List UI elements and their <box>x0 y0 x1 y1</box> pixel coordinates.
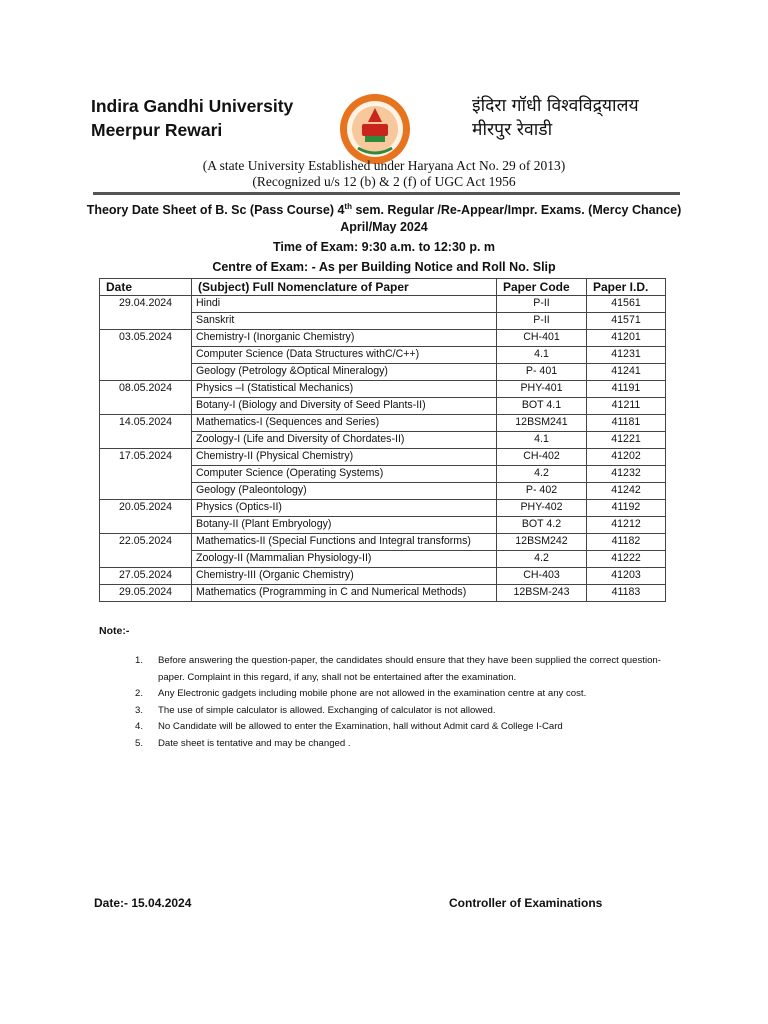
row-paper-code: P- 402 <box>497 483 587 500</box>
row-paper-code: 12BSM242 <box>497 534 587 551</box>
row-paper-code: 4.2 <box>497 551 587 568</box>
row-date <box>100 466 192 483</box>
header-paper-code: Paper Code <box>497 279 587 296</box>
notes-label: Note:- <box>99 625 130 637</box>
row-date: 29.04.2024 <box>100 296 192 313</box>
note-number: 4. <box>135 721 144 732</box>
row-paper-id: 41241 <box>587 364 666 381</box>
table-row <box>100 415 666 432</box>
header-divider <box>93 192 680 195</box>
table-row <box>100 432 666 449</box>
university-name-hindi-line1: इंदिरा गॉधी विश्वविद्र्यालय <box>472 96 639 116</box>
note-text: The use of simple calculator is allowed. Exchanging of calculator is not allowed. <box>158 704 496 716</box>
row-subject: Sanskrit <box>192 313 497 330</box>
row-subject: Computer Science (Operating Systems) <box>192 466 497 483</box>
issue-date: Date:- 15.04.2024 <box>94 896 192 910</box>
row-paper-id: 41192 <box>587 500 666 517</box>
row-subject: Mathematics-II (Special Functions and Integral transforms) <box>192 534 497 551</box>
row-subject: Physics –I (Statistical Mechanics) <box>192 381 497 398</box>
table-row <box>100 313 666 330</box>
header-date: Date <box>100 279 192 296</box>
row-paper-id: 41201 <box>587 330 666 347</box>
note-item <box>135 736 675 753</box>
note-text: Date sheet is tentative and may be changed . <box>158 737 351 749</box>
row-paper-id: 41242 <box>587 483 666 500</box>
row-date: 08.05.2024 <box>100 381 192 398</box>
note-text: Before answering the question-paper, the candidates should ensure that they have been supplied the correct question-paper. Complaint in this regard, if any, shall not be entertained after the examination. <box>158 655 661 683</box>
row-paper-id: 41571 <box>587 313 666 330</box>
note-number: 1. <box>135 655 144 666</box>
row-paper-code: CH-403 <box>497 568 587 585</box>
row-subject: Chemistry-II (Physical Chemistry) <box>192 449 497 466</box>
row-paper-code: 4.1 <box>497 347 587 364</box>
note-number: 5. <box>135 737 144 749</box>
row-date: 29.05.2024 <box>100 585 192 602</box>
row-paper-code: BOT 4.2 <box>497 517 587 534</box>
row-paper-id: 41232 <box>587 466 666 483</box>
row-paper-code: PHY-402 <box>497 500 587 517</box>
row-paper-code: P-II <box>497 296 587 313</box>
row-subject: Computer Science (Data Structures withC/C++) <box>192 347 497 364</box>
row-paper-id: 41561 <box>587 296 666 313</box>
row-paper-id: 41231 <box>587 347 666 364</box>
row-paper-id: 41222 <box>587 551 666 568</box>
row-paper-code: P-II <box>497 313 587 330</box>
table-row <box>100 517 666 534</box>
table-row <box>100 364 666 381</box>
note-text: Any Electronic gadgets including mobile phone are not allowed in the examination centre at any cost. <box>158 688 587 699</box>
table-row <box>100 296 666 313</box>
row-paper-code: 4.2 <box>497 466 587 483</box>
table-row <box>100 483 666 500</box>
table-header-row <box>100 279 666 296</box>
table-row <box>100 500 666 517</box>
university-name-hindi-line2: मीरपुर रेवाडी <box>472 120 553 140</box>
exam-centre: Centre of Exam: - As per Building Notice and Roll No. Slip <box>212 260 556 274</box>
table-row <box>100 347 666 364</box>
row-subject: Mathematics (Programming in C and Numerical Methods) <box>192 585 497 602</box>
row-date <box>100 398 192 415</box>
note-number: 2. <box>135 688 144 699</box>
university-name-line2: Meerpur Rewari <box>91 120 223 140</box>
table-row <box>100 585 666 602</box>
exam-session: April/May 2024 <box>340 220 428 234</box>
university-name-english <box>91 94 293 142</box>
datesheet-title: Theory Date Sheet of B. Sc (Pass Course) 4th sem. Regular /Re-Appear/Impr. Exams. (Mercy Chance) <box>86 202 682 218</box>
datesheet-title-block <box>0 197 768 277</box>
university-seal-logo <box>338 92 412 166</box>
row-date <box>100 483 192 500</box>
table-row <box>100 568 666 585</box>
recognized-line: (Recognized u/s 12 (b) & 2 (f) of UGC Act 1956 <box>252 174 516 189</box>
row-subject: Botany-I (Biology and Diversity of Seed Plants-II) <box>192 398 497 415</box>
row-subject: Geology (Paleontology) <box>192 483 497 500</box>
row-subject: Zoology-II (Mammalian Physiology-II) <box>192 551 497 568</box>
university-name-line1: Indira Gandhi University <box>91 96 294 116</box>
row-subject: Chemistry-III (Organic Chemistry) <box>192 568 497 585</box>
row-paper-id: 41183 <box>587 585 666 602</box>
note-item <box>135 719 675 736</box>
table-row <box>100 534 666 551</box>
established-line: (A state University Established under Haryana Act No. 29 of 2013) <box>202 158 566 173</box>
row-paper-code: PHY-401 <box>497 381 587 398</box>
row-subject: Chemistry-I (Inorganic Chemistry) <box>192 330 497 347</box>
row-paper-code: 12BSM241 <box>497 415 587 432</box>
row-date <box>100 313 192 330</box>
row-date <box>100 517 192 534</box>
row-date: 03.05.2024 <box>100 330 192 347</box>
row-paper-id: 41191 <box>587 381 666 398</box>
table-row <box>100 466 666 483</box>
row-subject: Physics (Optics-II) <box>192 500 497 517</box>
row-date: 27.05.2024 <box>100 568 192 585</box>
table-row <box>100 398 666 415</box>
row-date: 14.05.2024 <box>100 415 192 432</box>
note-item <box>135 686 675 703</box>
row-paper-id: 41182 <box>587 534 666 551</box>
row-date: 17.05.2024 <box>100 449 192 466</box>
signatory: Controller of Examinations <box>449 896 603 910</box>
row-date <box>100 347 192 364</box>
row-paper-code: BOT 4.1 <box>497 398 587 415</box>
note-item <box>135 653 675 686</box>
row-paper-code: CH-401 <box>497 330 587 347</box>
row-paper-id: 41221 <box>587 432 666 449</box>
table-row <box>100 381 666 398</box>
row-date <box>100 364 192 381</box>
row-paper-code: CH-402 <box>497 449 587 466</box>
row-date: 20.05.2024 <box>100 500 192 517</box>
table-row <box>100 551 666 568</box>
table-row <box>100 449 666 466</box>
datesheet-table <box>99 278 666 602</box>
row-paper-code: P- 401 <box>497 364 587 381</box>
row-subject: Hindi <box>192 296 497 313</box>
note-item <box>135 703 675 720</box>
note-text: No Candidate will be allowed to enter the Examination, hall without Admit card & College I-Card <box>158 721 563 732</box>
row-date <box>100 432 192 449</box>
row-paper-id: 41212 <box>587 517 666 534</box>
table-row <box>100 330 666 347</box>
exam-time: Time of Exam: 9:30 a.m. to 12:30 p. m <box>272 240 496 254</box>
row-date: 22.05.2024 <box>100 534 192 551</box>
row-paper-code: 4.1 <box>497 432 587 449</box>
row-subject: Zoology-I (Life and Diversity of Chordates-II) <box>192 432 497 449</box>
row-subject: Mathematics-I (Sequences and Series) <box>192 415 497 432</box>
header-paper-id: Paper I.D. <box>587 279 666 296</box>
row-paper-id: 41202 <box>587 449 666 466</box>
note-number: 3. <box>135 704 144 716</box>
row-paper-code: 12BSM-243 <box>497 585 587 602</box>
row-subject: Geology (Petrology &Optical Mineralogy) <box>192 364 497 381</box>
row-subject: Botany-II (Plant Embryology) <box>192 517 497 534</box>
row-date <box>100 551 192 568</box>
notes-list <box>135 653 675 752</box>
row-paper-id: 41181 <box>587 415 666 432</box>
establishment-note <box>0 158 768 190</box>
header-subject: (Subject) Full Nomenclature of Paper <box>192 279 497 296</box>
row-paper-id: 41211 <box>587 398 666 415</box>
university-name-hindi <box>472 94 639 142</box>
row-paper-id: 41203 <box>587 568 666 585</box>
